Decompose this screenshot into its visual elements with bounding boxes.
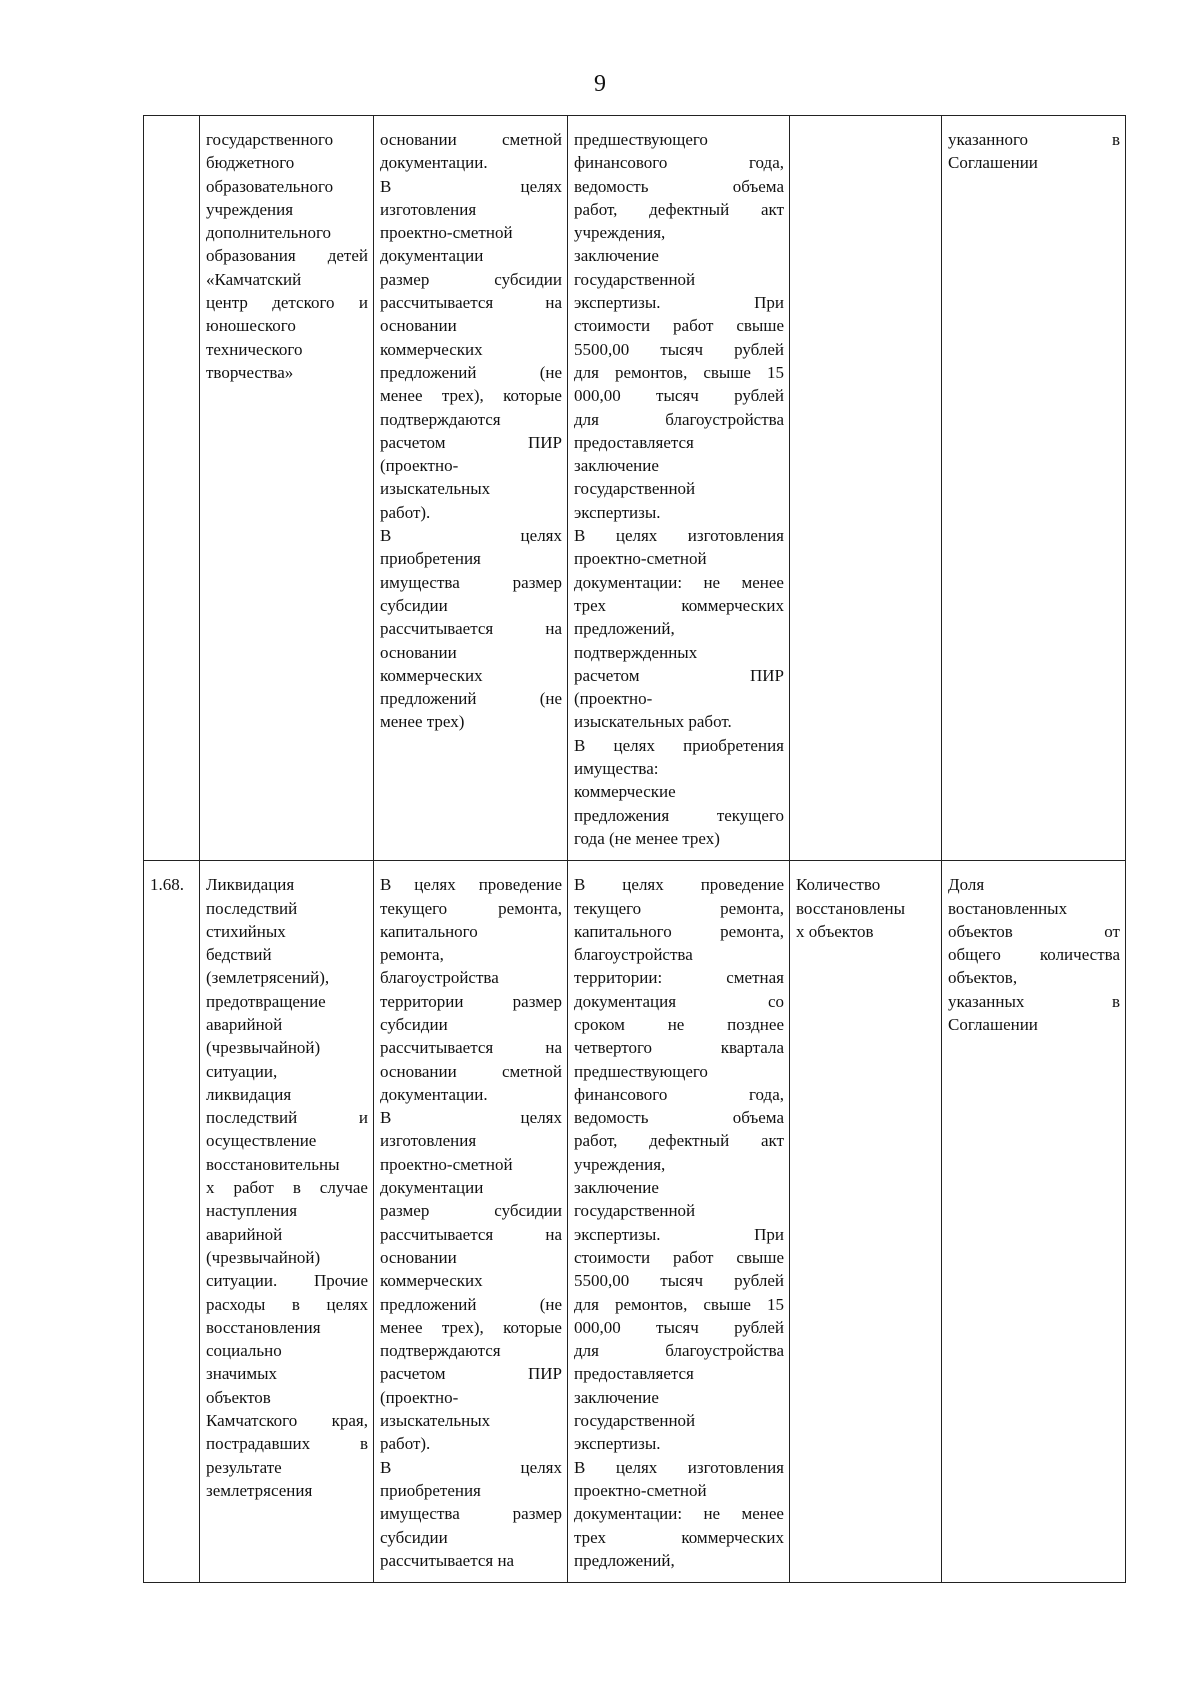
cell-line: работ). xyxy=(380,1434,431,1454)
cell-line: предоставляется xyxy=(574,1364,694,1384)
cell-line: проектно-сметной xyxy=(574,549,707,569)
cell-line: основании xyxy=(380,316,457,336)
cell-line: общего количества xyxy=(948,945,1120,965)
cell-line: предотвращение xyxy=(206,991,326,1011)
table-row xyxy=(144,861,1126,1583)
cell-line: социально xyxy=(206,1341,282,1361)
table-row xyxy=(144,116,1126,861)
cell-line: благоустройства xyxy=(574,945,693,965)
cell-line: предоставляется xyxy=(574,432,694,452)
cell-line: образования детей xyxy=(206,246,368,266)
cell-line: 000,00 тысяч рублей xyxy=(574,1317,784,1337)
subsidy-basis-cell xyxy=(374,116,568,861)
cell-line: расходы в целях xyxy=(206,1294,368,1314)
cell-line: основании сметной xyxy=(380,130,562,149)
cell-line: коммерческих xyxy=(380,339,483,359)
subsidy-table xyxy=(143,115,1126,1583)
cell-line: учреждения xyxy=(206,199,294,219)
cell-line: капитального xyxy=(380,921,478,941)
cell-line: расчетом ПИР xyxy=(574,665,784,685)
cell-line: предложения текущего xyxy=(574,805,784,825)
cell-line: стоимости работ свыше xyxy=(574,1247,784,1267)
cell-line: предшествующего xyxy=(574,1061,708,1081)
cell-line: аварийной xyxy=(206,1014,283,1034)
cell-line: указанного в xyxy=(948,130,1120,149)
cell-line: указанных в xyxy=(948,991,1120,1011)
cell-line: последствий и xyxy=(206,1108,368,1128)
cell-line: предложений, xyxy=(574,1550,675,1570)
cell-line: В целях xyxy=(380,1108,562,1128)
cell-line: подтверждаются xyxy=(380,1341,501,1361)
cell-line: трех коммерческих xyxy=(574,1527,784,1547)
cell-line: (землетрясений), xyxy=(206,968,330,988)
page-number: 9 xyxy=(594,71,606,97)
cell-line: работ, дефектный акт xyxy=(574,1131,784,1151)
cell-line: стихийных xyxy=(206,921,286,941)
cell-line: основании xyxy=(380,642,457,662)
result-cell xyxy=(942,861,1126,1583)
cell-line: центр детского и xyxy=(206,293,368,313)
cell-line: аварийной xyxy=(206,1224,283,1244)
cell-line: ликвидация xyxy=(206,1084,292,1104)
cell-line: финансового года, xyxy=(574,1084,784,1104)
cell-line: документации xyxy=(380,246,484,266)
cell-line: государственной xyxy=(574,1201,696,1221)
cell-line: х работ в случае xyxy=(206,1178,368,1198)
cell-line: территории: сметная xyxy=(574,968,784,988)
cell-line: размер субсидии xyxy=(380,1201,562,1221)
cell-line: коммерческие xyxy=(574,782,676,802)
cell-line: заключение xyxy=(574,1178,659,1198)
cell-line: основании xyxy=(380,1247,457,1267)
cell-line: документации xyxy=(380,1178,484,1198)
documents-cell xyxy=(568,116,790,861)
cell-line: Соглашении xyxy=(948,1014,1038,1034)
cell-line: 5500,00 тысяч рублей xyxy=(574,1271,784,1291)
cell-line: предшествующего xyxy=(574,130,708,149)
cell-line: субсидии xyxy=(380,1527,448,1547)
cell-line: пострадавших в xyxy=(206,1434,368,1454)
cell-line: объектов, xyxy=(948,968,1018,988)
cell-line: 5500,00 тысяч рублей xyxy=(574,339,784,359)
cell-line: изыскательных xyxy=(380,479,491,499)
cell-line: В целях xyxy=(380,1457,562,1477)
cell-line: основании сметной xyxy=(380,1061,562,1081)
cell-line: капитального ремонта, xyxy=(574,921,784,941)
cell-line: работ). xyxy=(380,502,431,522)
cell-line: последствий xyxy=(206,898,298,918)
cell-line: для ремонтов, свыше 15 xyxy=(574,362,784,382)
cell-line: территории размер xyxy=(380,991,562,1011)
cell-line: государственной xyxy=(574,269,696,289)
cell-line: благоустройства xyxy=(380,968,499,988)
cell-line: имущества размер xyxy=(380,1504,562,1524)
cell-line: бедствий xyxy=(206,945,272,965)
cell-line: изыскательных работ. xyxy=(574,712,732,732)
subsidy-basis-cell xyxy=(374,861,568,1583)
cell-line: технического xyxy=(206,339,303,359)
cell-line: года (не менее трех) xyxy=(574,828,720,848)
cell-line: экспертизы. xyxy=(574,1434,661,1454)
cell-line: рассчитывается на xyxy=(380,1038,562,1058)
cell-line: изыскательных xyxy=(380,1411,491,1431)
cell-line: ситуации. Прочие xyxy=(206,1271,368,1291)
cell-line: (чрезвычайной) xyxy=(206,1247,321,1267)
cell-line: заключение xyxy=(574,246,659,266)
cell-line: текущего ремонта, xyxy=(574,898,784,918)
cell-line: В целях xyxy=(380,176,562,196)
cell-line: субсидии xyxy=(380,595,448,615)
cell-line: В целях приобретения xyxy=(574,735,784,755)
cell-line: значимых xyxy=(206,1364,278,1384)
result-cell xyxy=(942,116,1126,861)
cell-line: предложений (не xyxy=(380,1294,562,1314)
cell-line: юношеского xyxy=(206,316,296,336)
cell-line: государственной xyxy=(574,479,696,499)
cell-line: подтверждаются xyxy=(380,409,501,429)
cell-line: документация со xyxy=(574,991,784,1011)
cell-line: размер субсидии xyxy=(380,269,562,289)
cell-line: приобретения xyxy=(380,549,481,569)
cell-line: (проектно- xyxy=(574,689,653,709)
cell-line: объектов xyxy=(206,1387,271,1407)
cell-line: осуществление xyxy=(206,1131,317,1151)
cell-line: В целях xyxy=(380,526,562,546)
cell-line: Ликвидация xyxy=(206,875,295,895)
cell-line: ведомость объема xyxy=(574,1108,784,1128)
cell-line: ситуации, xyxy=(206,1061,278,1081)
cell-line: коммерческих xyxy=(380,665,483,685)
cell-line: государственной xyxy=(574,1411,696,1431)
cell-line: субсидии xyxy=(380,1014,448,1034)
row-number: 1.68. xyxy=(150,875,184,895)
cell-line: (проектно- xyxy=(380,456,459,476)
row-number-cell xyxy=(144,861,200,1583)
cell-line: В целях изготовления xyxy=(574,526,784,546)
cell-line: сроком не позднее xyxy=(574,1014,784,1034)
cell-line: рассчитывается на xyxy=(380,1550,515,1570)
cell-line: дополнительного xyxy=(206,223,332,243)
cell-line: для ремонтов, свыше 15 xyxy=(574,1294,784,1314)
cell-line: финансового года, xyxy=(574,153,784,173)
cell-line: государственного xyxy=(206,130,334,149)
cell-line: рассчитывается на xyxy=(380,1224,562,1244)
cell-line: трех коммерческих xyxy=(574,595,784,615)
cell-line: ведомость объема xyxy=(574,176,784,196)
cell-line: проектно-сметной xyxy=(380,1154,513,1174)
cell-line: учреждения, xyxy=(574,1154,666,1174)
cell-line: рассчитывается на xyxy=(380,293,562,313)
cell-line: (чрезвычайной) xyxy=(206,1038,321,1058)
cell-line: имущества: xyxy=(574,759,659,779)
event-name-cell xyxy=(200,116,374,861)
cell-line: В целях изготовления xyxy=(574,1457,784,1477)
cell-line: стоимости работ свыше xyxy=(574,316,784,336)
cell-line: рассчитывается на xyxy=(380,619,562,639)
cell-line: заключение xyxy=(574,1387,659,1407)
cell-line: экспертизы. При xyxy=(574,293,784,313)
cell-line: коммерческих xyxy=(380,1271,483,1291)
cell-line: для благоустройства xyxy=(574,1341,784,1361)
cell-line: Соглашении xyxy=(948,153,1038,173)
documents-cell xyxy=(568,861,790,1583)
cell-line: расчетом ПИР xyxy=(380,1364,562,1384)
cell-line: текущего ремонта, xyxy=(380,898,562,918)
cell-line: образовательного xyxy=(206,176,334,196)
cell-line: предложений (не xyxy=(380,362,562,382)
cell-line: (проектно- xyxy=(380,1387,459,1407)
cell-line: х объектов xyxy=(796,921,874,941)
cell-line: экспертизы. xyxy=(574,502,661,522)
cell-line: В целях проведение xyxy=(380,875,562,895)
cell-line: творчества» xyxy=(206,362,294,382)
cell-line: учреждения, xyxy=(574,223,666,243)
cell-line: изготовления xyxy=(380,199,477,219)
cell-line: заключение xyxy=(574,456,659,476)
cell-line: предложений, xyxy=(574,619,675,639)
cell-line: предложений (не xyxy=(380,689,562,709)
cell-line: для благоустройства xyxy=(574,409,784,429)
cell-line: изготовления xyxy=(380,1131,477,1151)
cell-line: восстановлены xyxy=(796,898,906,918)
cell-line: 000,00 тысяч рублей xyxy=(574,386,784,406)
cell-line: четвертого квартала xyxy=(574,1038,784,1058)
cell-line: восстановительны xyxy=(206,1154,340,1174)
cell-line: экспертизы. При xyxy=(574,1224,784,1244)
cell-line: бюджетного xyxy=(206,153,295,173)
cell-line: результате xyxy=(206,1457,282,1477)
cell-line: восстановления xyxy=(206,1317,321,1337)
cell-line: подтвержденных xyxy=(574,642,698,662)
cell-line: документации. xyxy=(380,153,488,173)
cell-line: объектов от xyxy=(948,921,1120,941)
cell-line: Камчатского края, xyxy=(206,1411,368,1431)
cell-line: приобретения xyxy=(380,1480,481,1500)
cell-line: документации: не менее xyxy=(574,572,784,592)
event-name-cell xyxy=(200,861,374,1583)
indicator-cell xyxy=(790,861,942,1583)
cell-line: расчетом ПИР xyxy=(380,432,562,452)
cell-line: Доля xyxy=(948,875,985,895)
cell-line: В целях проведение xyxy=(574,875,784,895)
cell-line: наступления xyxy=(206,1201,298,1221)
cell-line: «Камчатский xyxy=(206,269,302,289)
cell-line: работ, дефектный акт xyxy=(574,199,784,219)
cell-line: проектно-сметной xyxy=(574,1480,707,1500)
cell-line: землетрясения xyxy=(206,1480,313,1500)
cell-line: Количество xyxy=(796,875,881,895)
row-number-cell xyxy=(144,116,200,861)
cell-line: востановленных xyxy=(948,898,1068,918)
cell-line: менее трех), которые xyxy=(380,386,562,406)
cell-line: документации: не менее xyxy=(574,1504,784,1524)
cell-line: проектно-сметной xyxy=(380,223,513,243)
cell-line: имущества размер xyxy=(380,572,562,592)
cell-line: менее трех), которые xyxy=(380,1317,562,1337)
cell-line: документации. xyxy=(380,1084,488,1104)
indicator-cell xyxy=(790,116,942,861)
cell-line: менее трех) xyxy=(380,712,465,732)
cell-line: ремонта, xyxy=(380,945,444,965)
